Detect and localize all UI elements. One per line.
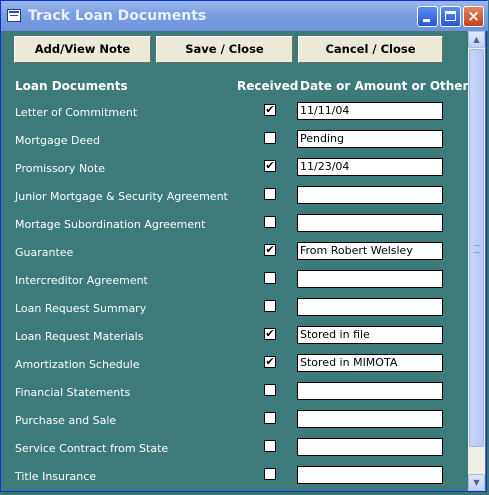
- loan-documents-header: Loan Documents: [15, 79, 128, 93]
- value-header: Date or Amount or Other: [300, 79, 469, 93]
- scroll-up-button[interactable]: [468, 31, 485, 48]
- table-row: [1, 271, 466, 299]
- minimize-button[interactable]: [417, 6, 438, 27]
- received-checkbox[interactable]: [264, 188, 276, 200]
- close-icon: ×: [467, 7, 480, 25]
- value-field[interactable]: [297, 270, 443, 288]
- vertical-scrollbar[interactable]: [468, 31, 485, 491]
- received-checkbox[interactable]: ✔: [265, 103, 275, 116]
- table-row: [1, 467, 466, 495]
- table-row: [1, 355, 466, 383]
- scroll-down-button[interactable]: [468, 474, 485, 491]
- table-row: [1, 439, 466, 467]
- maximize-button[interactable]: [440, 6, 461, 27]
- title-bar[interactable]: [1, 1, 488, 31]
- value-field[interactable]: [297, 438, 443, 456]
- table-row: [1, 131, 466, 159]
- scroll-up-icon: ▲: [473, 35, 480, 44]
- received-checkbox[interactable]: ✔: [265, 355, 275, 368]
- value-field[interactable]: Stored in file: [297, 326, 443, 344]
- table-row: [1, 327, 466, 355]
- received-checkbox[interactable]: ✔: [265, 243, 275, 256]
- app-form-icon[interactable]: [7, 9, 21, 22]
- document-label: Loan Request Summary: [15, 302, 147, 315]
- received-checkbox[interactable]: [264, 412, 276, 424]
- received-checkbox[interactable]: ✔: [265, 159, 275, 172]
- save-close-button[interactable]: Save / Close: [156, 36, 293, 63]
- received-header: Received: [237, 79, 299, 93]
- table-row: [1, 159, 466, 187]
- close-button[interactable]: [463, 6, 484, 27]
- received-checkbox[interactable]: [264, 132, 276, 144]
- table-row: [1, 215, 466, 243]
- table-row: [1, 103, 466, 131]
- document-label: Mortage Subordination Agreement: [15, 218, 206, 231]
- value-field[interactable]: Stored in MIMOTA: [297, 354, 443, 372]
- document-label: Guarantee: [15, 246, 74, 259]
- received-checkbox[interactable]: [264, 216, 276, 228]
- window-title: Track Loan Documents: [28, 8, 207, 24]
- value-field[interactable]: 11/11/04: [297, 102, 443, 120]
- document-label: Junior Mortgage & Security Agreement: [15, 190, 228, 203]
- received-checkbox[interactable]: [264, 272, 276, 284]
- document-label: Loan Request Materials: [15, 330, 144, 343]
- value-field[interactable]: Pending: [297, 130, 443, 148]
- received-checkbox[interactable]: [264, 440, 276, 452]
- scroll-down-icon: ▼: [473, 478, 480, 487]
- document-label: Intercreditor Agreement: [15, 274, 148, 287]
- cancel-close-button[interactable]: Cancel / Close: [298, 36, 443, 63]
- document-label: Promissory Note: [15, 162, 105, 175]
- scroll-grip-icon: [474, 245, 480, 253]
- value-field[interactable]: [297, 214, 443, 232]
- table-row: [1, 243, 466, 271]
- table-row: [1, 299, 466, 327]
- value-field[interactable]: 11/23/04: [297, 158, 443, 176]
- document-label: Title Insurance: [15, 470, 97, 483]
- scroll-thumb[interactable]: [469, 49, 484, 447]
- value-field[interactable]: [297, 466, 443, 484]
- document-label: Mortgage Deed: [15, 134, 101, 147]
- value-field[interactable]: From Robert Welsley: [297, 242, 443, 260]
- received-checkbox[interactable]: [264, 384, 276, 396]
- received-checkbox[interactable]: [264, 300, 276, 312]
- add-view-note-button[interactable]: Add/View Note: [14, 36, 151, 63]
- received-checkbox[interactable]: [264, 468, 276, 480]
- document-label: Service Contract from State: [15, 442, 169, 455]
- value-field[interactable]: [297, 382, 443, 400]
- value-field[interactable]: [297, 186, 443, 204]
- value-field[interactable]: [297, 298, 443, 316]
- received-checkbox[interactable]: ✔: [265, 327, 275, 340]
- document-label: Financial Statements: [15, 386, 131, 399]
- value-field[interactable]: [297, 410, 443, 428]
- document-label: Letter of Commitment: [15, 106, 138, 119]
- document-label: Purchase and Sale: [15, 414, 117, 427]
- document-label: Amortization Schedule: [15, 358, 140, 371]
- minimize-icon: [423, 19, 430, 22]
- table-row: [1, 187, 466, 215]
- table-row: [1, 411, 466, 439]
- table-row: [1, 383, 466, 411]
- maximize-icon: [445, 11, 456, 21]
